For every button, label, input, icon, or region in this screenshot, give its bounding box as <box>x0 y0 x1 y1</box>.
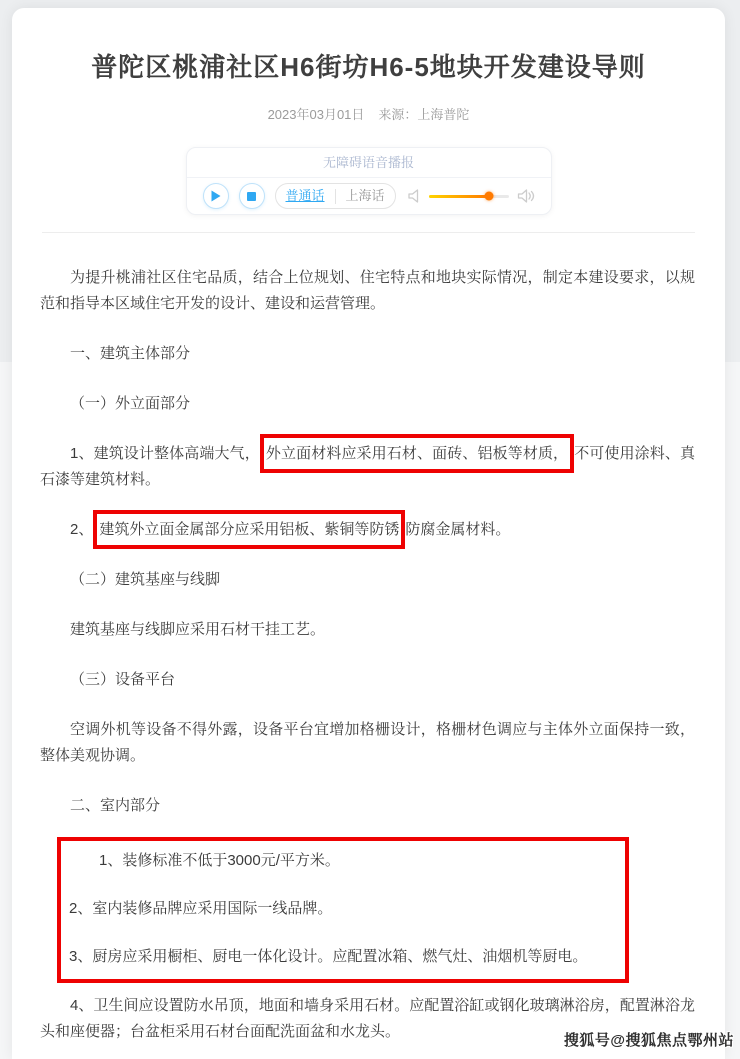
highlight-frame: 建筑外立面金属部分应采用铝板、紫铜等防锈 <box>93 510 405 549</box>
watermark: 搜狐号@搜狐焦点鄂州站 <box>563 1032 734 1049</box>
boxed-paragraph: 1、装修标准不低于3000元/平方米。 <box>99 852 340 869</box>
language-toggle <box>275 183 396 209</box>
volume-high-icon <box>517 188 535 204</box>
tts-player <box>186 147 552 215</box>
volume-fill <box>429 195 489 198</box>
tts-caption: 无障碍语音播报 <box>187 148 551 178</box>
article-paragraph: （一）外立面部分 <box>70 395 191 412</box>
article-paragraph: 空调外机等设备不得外露，设备平台宜增加格栅设计，格栅材色调应与主体外立面保持一致，整体美观协调。 <box>40 721 695 764</box>
article-card <box>12 8 725 1059</box>
article-paragraph: 一、建筑主体部分 <box>70 345 191 362</box>
play-icon <box>210 190 221 202</box>
volume-handle[interactable] <box>484 192 493 201</box>
article-paragraph: 4、卫生间应设置防水吊顶，地面和墙身采用石材。应配置浴缸或钢化玻璃淋浴房，配置淋浴龙头和座便器；台盆柜采用石材台面配洗面盆和水龙头。 <box>40 997 695 1040</box>
stop-icon <box>247 192 256 201</box>
article <box>12 233 725 1045</box>
volume-slider[interactable] <box>429 195 509 198</box>
stop-button[interactable] <box>239 183 265 209</box>
article-paragraph: （三）设备平台 <box>70 671 176 688</box>
article-header <box>12 8 725 233</box>
article-paragraph: 二、室内部分 <box>70 797 161 814</box>
language-option-shanghainese[interactable]: 上海话 <box>345 188 385 203</box>
article-meta <box>12 106 725 124</box>
volume-control <box>407 188 535 204</box>
boxed-paragraph: 2、室内装修品牌应采用国际一线品牌。 <box>69 900 333 917</box>
source-label: 来源： <box>378 107 418 122</box>
boxed-paragraph: 3、厨房应采用橱柜、厨电一体化设计。应配置冰箱、燃气灶、油烟机等厨电。 <box>69 948 588 965</box>
paragraph-text: 2、 <box>70 521 94 538</box>
paragraph-text: 1、建筑设计整体高端大气， <box>70 445 260 462</box>
language-option-mandarin[interactable]: 普通话 <box>285 188 325 203</box>
article-paragraph <box>40 517 695 543</box>
paragraph-text: 防腐金属材料。 <box>405 521 511 538</box>
highlight-frame: 外立面材料应采用石材、面砖、铝板等材质， <box>260 434 574 473</box>
article-paragraph: （二）建筑基座与线脚 <box>70 571 221 588</box>
source-name: 上海普陀 <box>417 107 470 122</box>
paragraph-text: 不可使用涂料、真石漆等建筑材料。 <box>40 445 695 488</box>
article-paragraph: 建筑基座与线脚应采用石材干挂工艺。 <box>70 621 326 638</box>
page-title: 普陀区桃浦社区H6街坊H6-5地块开发建设导则 <box>91 52 646 82</box>
play-button[interactable] <box>203 183 229 209</box>
article-paragraph <box>40 441 695 493</box>
publish-date: 2023年03月01日 <box>267 107 365 122</box>
article-paragraph: 为提升桃浦社区住宅品质，结合上位规划、住宅特点和地块实际情况，制定本建设要求，以规范和指导本区域住宅开发的设计、建设和运营管理。 <box>40 269 695 312</box>
highlight-box <box>57 837 629 983</box>
tts-controls <box>187 178 551 214</box>
volume-low-icon <box>407 188 421 204</box>
